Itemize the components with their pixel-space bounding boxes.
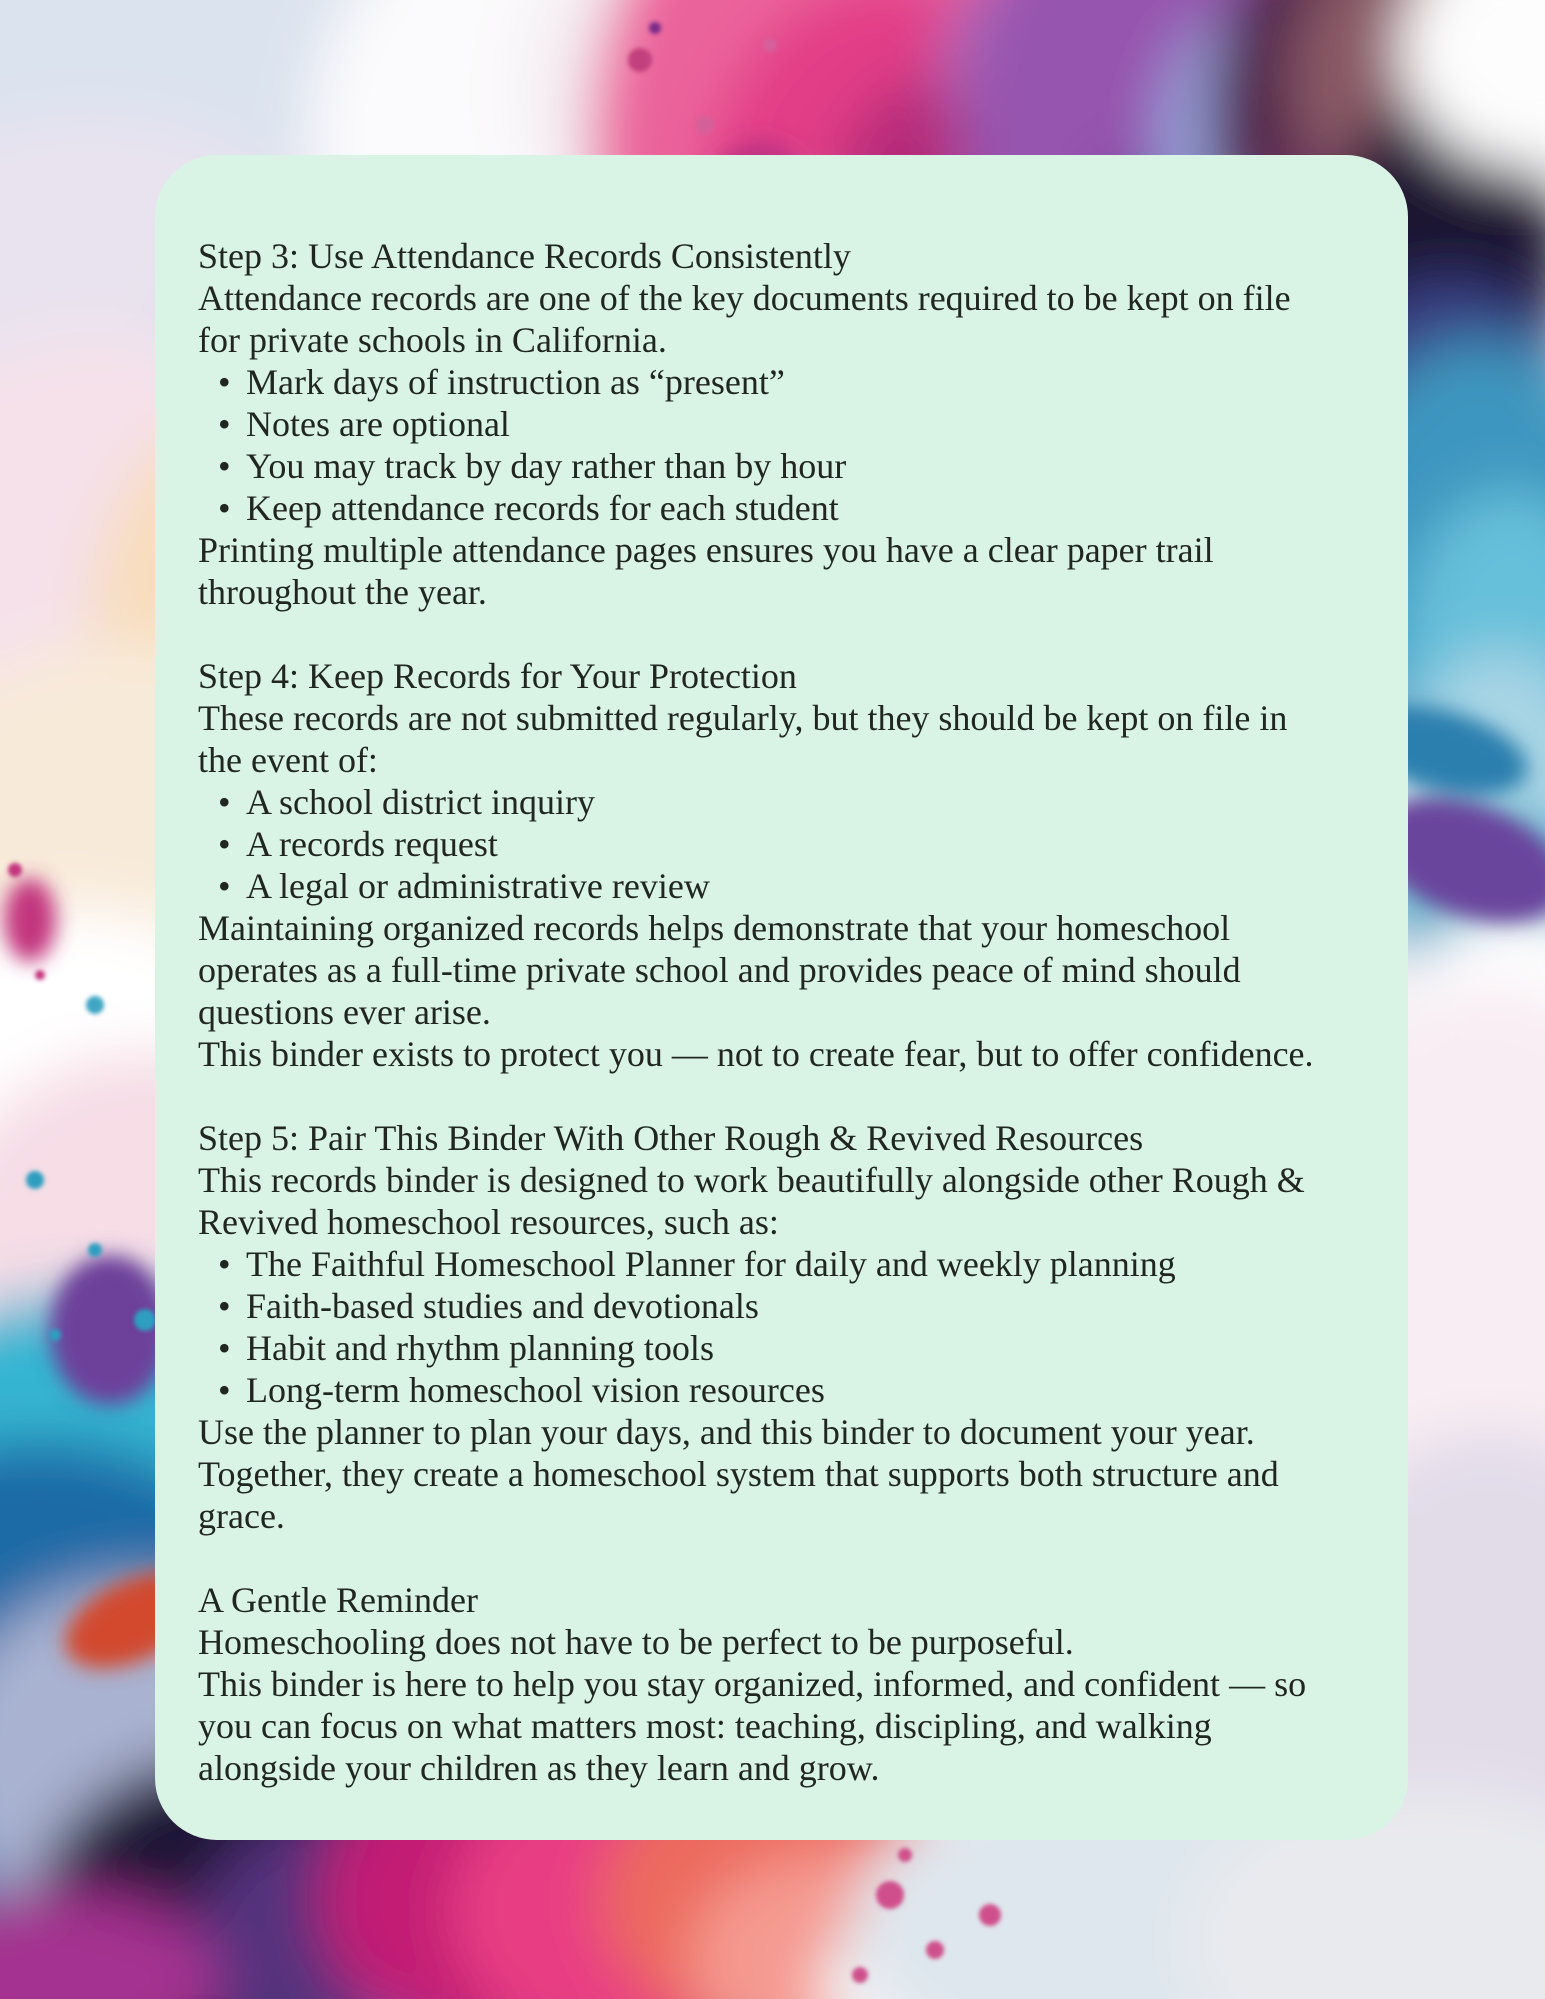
section-heading: Step 4: Keep Records for Your Protection <box>198 656 797 696</box>
bullet-item: • Long-term homeschool vision resources <box>198 1369 1328 1411</box>
bullet-item: • Habit and rhythm planning tools <box>198 1327 1328 1369</box>
paragraph: Attendance records are one of the key documents required to be kept on file for private schools in California. <box>198 278 1291 360</box>
content-panel <box>155 155 1408 1840</box>
section-step-5 <box>198 1117 1328 1537</box>
bullet-list <box>198 781 1328 907</box>
bullet-list <box>198 1243 1328 1411</box>
bullet-list <box>198 361 1328 529</box>
bullet-item: • A records request <box>198 823 1328 865</box>
bullet-item: • Mark days of instruction as “present” <box>198 361 1328 403</box>
bullet-item: • Faith-based studies and devotionals <box>198 1285 1328 1327</box>
document-text <box>198 235 1328 1789</box>
paragraph: Printing multiple attendance pages ensures you have a clear paper trail throughout the year. <box>198 530 1214 612</box>
bullet-item: • The Faithful Homeschool Planner for daily and weekly planning <box>198 1243 1328 1285</box>
paragraph: This records binder is designed to work beautifully alongside other Rough & Revived homeschool resources, such as: <box>198 1160 1305 1242</box>
section-gentle-reminder <box>198 1579 1328 1789</box>
section-step-4 <box>198 655 1328 1075</box>
paragraph: Maintaining organized records helps demonstrate that your homeschool operates as a full-time private school and provides peace of mind should questions ever arise. <box>198 908 1241 1032</box>
bullet-item: • A school district inquiry <box>198 781 1328 823</box>
section-heading: Step 5: Pair This Binder With Other Rough & Revived Resources <box>198 1118 1144 1158</box>
paragraph: This binder is here to help you stay organized, informed, and confident — so you can focus on what matters most: teaching, discipling, and walking alongside your children as they learn and grow. <box>198 1664 1307 1788</box>
paragraph: These records are not submitted regularly, but they should be kept on file in the event of: <box>198 698 1288 780</box>
paragraph: Use the planner to plan your days, and this binder to document your year. <box>198 1412 1255 1452</box>
section-heading: A Gentle Reminder <box>198 1580 478 1620</box>
bullet-item: • A legal or administrative review <box>198 865 1328 907</box>
bullet-item: • Keep attendance records for each student <box>198 487 1328 529</box>
paragraph: This binder exists to protect you — not to create fear, but to offer confidence. <box>198 1034 1314 1074</box>
paragraph: Homeschooling does not have to be perfect to be purposeful. <box>198 1622 1074 1662</box>
section-heading: Step 3: Use Attendance Records Consistently <box>198 236 851 276</box>
bullet-item: • You may track by day rather than by hour <box>198 445 1328 487</box>
section-step-3 <box>198 235 1328 613</box>
bullet-item: • Notes are optional <box>198 403 1328 445</box>
paragraph: Together, they create a homeschool system that supports both structure and grace. <box>198 1454 1279 1536</box>
